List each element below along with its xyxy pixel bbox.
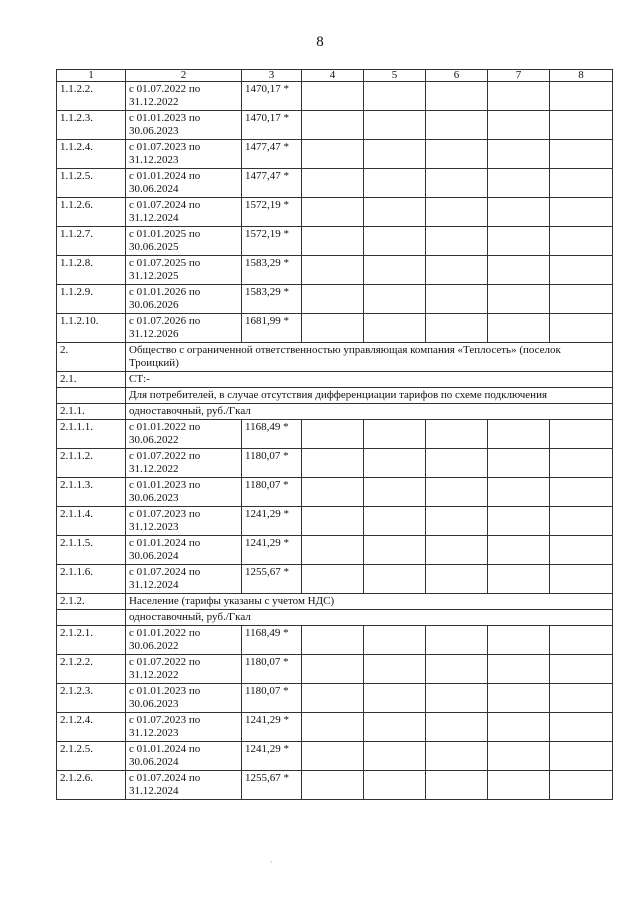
period-cell: с 01.01.2024 по 30.06.2024 — [126, 169, 242, 198]
period-cell: с 01.07.2022 по 31.12.2022 — [126, 82, 242, 111]
empty-cell — [426, 169, 488, 198]
empty-cell — [364, 713, 426, 742]
period-cell: с 01.07.2023 по 31.12.2023 — [126, 507, 242, 536]
page-number: 8 — [316, 34, 324, 50]
empty-cell — [426, 111, 488, 140]
row-number: 2.1.2.4. — [57, 713, 126, 742]
tariff-value: 1241,29 * — [242, 742, 302, 771]
empty-cell — [364, 507, 426, 536]
empty-cell — [488, 478, 550, 507]
empty-cell — [364, 256, 426, 285]
table-row — [57, 626, 613, 655]
empty-cell — [488, 285, 550, 314]
footer-mark: · — [270, 858, 273, 867]
row-number: 2.1.1.1. — [57, 420, 126, 449]
empty-cell — [426, 565, 488, 594]
empty-cell — [550, 478, 613, 507]
column-header: 2 — [126, 70, 242, 82]
empty-cell — [426, 626, 488, 655]
section-note-row — [57, 388, 613, 404]
empty-cell — [364, 449, 426, 478]
row-number: 1.1.2.8. — [57, 256, 126, 285]
column-header: 4 — [302, 70, 364, 82]
empty-cell — [550, 507, 613, 536]
table-row — [57, 227, 613, 256]
table-row — [57, 314, 613, 343]
empty-cell — [57, 388, 126, 404]
table-row — [57, 684, 613, 713]
empty-cell — [550, 140, 613, 169]
row-number: 2.1.1.4. — [57, 507, 126, 536]
empty-cell — [550, 536, 613, 565]
section-row — [57, 594, 613, 610]
empty-cell — [488, 655, 550, 684]
empty-cell — [302, 742, 364, 771]
empty-cell — [488, 713, 550, 742]
period-cell: с 01.01.2025 по 30.06.2025 — [126, 227, 242, 256]
row-number: 1.1.2.4. — [57, 140, 126, 169]
empty-cell — [364, 227, 426, 256]
table-row — [57, 771, 613, 800]
empty-cell — [550, 256, 613, 285]
empty-cell — [550, 626, 613, 655]
row-number: 2.1.1.3. — [57, 478, 126, 507]
section-note: Для потребителей, в случае отсутствия дифференциации тарифов по схеме подключения — [126, 388, 613, 404]
period-cell: с 01.01.2022 по 30.06.2022 — [126, 420, 242, 449]
period-cell: с 01.01.2024 по 30.06.2024 — [126, 742, 242, 771]
empty-cell — [302, 111, 364, 140]
table-row — [57, 140, 613, 169]
empty-cell — [364, 82, 426, 111]
empty-cell — [302, 420, 364, 449]
empty-cell — [488, 626, 550, 655]
empty-cell — [364, 478, 426, 507]
empty-cell — [488, 111, 550, 140]
section-row — [57, 372, 613, 388]
empty-cell — [302, 713, 364, 742]
tariff-value: 1572,19 * — [242, 198, 302, 227]
section-title: СТ:- — [126, 372, 613, 388]
table-row — [57, 655, 613, 684]
empty-cell — [302, 536, 364, 565]
period-cell: с 01.01.2026 по 30.06.2026 — [126, 285, 242, 314]
empty-cell — [302, 565, 364, 594]
empty-cell — [550, 420, 613, 449]
empty-cell — [426, 771, 488, 800]
period-cell: с 01.07.2026 по 31.12.2026 — [126, 314, 242, 343]
tariff-value: 1180,07 * — [242, 684, 302, 713]
empty-cell — [550, 713, 613, 742]
empty-cell — [426, 198, 488, 227]
period-cell: с 01.07.2024 по 31.12.2024 — [126, 771, 242, 800]
row-number: 1.1.2.5. — [57, 169, 126, 198]
empty-cell — [488, 420, 550, 449]
tariff-value: 1168,49 * — [242, 420, 302, 449]
empty-cell — [550, 565, 613, 594]
row-number: 2.1.2.6. — [57, 771, 126, 800]
column-header: 7 — [488, 70, 550, 82]
empty-cell — [488, 256, 550, 285]
empty-cell — [550, 82, 613, 111]
empty-cell — [364, 314, 426, 343]
row-number: 2.1.2.2. — [57, 655, 126, 684]
empty-cell — [550, 742, 613, 771]
empty-cell — [488, 565, 550, 594]
section-title: Общество с ограниченной ответственностью управляющая компания «Теплосеть» (поселок Троицкий) — [126, 343, 613, 372]
tariff-table — [56, 69, 613, 800]
period-cell: с 01.07.2024 по 31.12.2024 — [126, 565, 242, 594]
tariff-value: 1470,17 * — [242, 82, 302, 111]
period-cell: с 01.07.2025 по 31.12.2025 — [126, 256, 242, 285]
empty-cell — [550, 449, 613, 478]
empty-cell — [550, 684, 613, 713]
empty-cell — [426, 420, 488, 449]
empty-cell — [302, 626, 364, 655]
empty-cell — [364, 536, 426, 565]
section-row — [57, 404, 613, 420]
section-number: 2.1. — [57, 372, 126, 388]
tariff-value: 1583,29 * — [242, 256, 302, 285]
empty-cell — [426, 227, 488, 256]
empty-cell — [364, 169, 426, 198]
row-number: 1.1.2.2. — [57, 82, 126, 111]
empty-cell — [302, 169, 364, 198]
tariff-value: 1241,29 * — [242, 507, 302, 536]
row-number: 2.1.2.3. — [57, 684, 126, 713]
table-row — [57, 82, 613, 111]
section-title: Население (тарифы указаны с учетом НДС) — [126, 594, 613, 610]
empty-cell — [364, 684, 426, 713]
empty-cell — [488, 536, 550, 565]
empty-cell — [426, 742, 488, 771]
empty-cell — [302, 771, 364, 800]
table-row — [57, 285, 613, 314]
column-header: 8 — [550, 70, 613, 82]
empty-cell — [426, 314, 488, 343]
tariff-value: 1477,47 * — [242, 169, 302, 198]
empty-cell — [488, 227, 550, 256]
table-row — [57, 449, 613, 478]
empty-cell — [302, 655, 364, 684]
tariff-value: 1583,29 * — [242, 285, 302, 314]
empty-cell — [550, 227, 613, 256]
empty-cell — [550, 655, 613, 684]
empty-cell — [426, 478, 488, 507]
column-header: 6 — [426, 70, 488, 82]
empty-cell — [364, 771, 426, 800]
section-subtitle: одноставочный, руб./Гкал — [126, 610, 613, 626]
table-row — [57, 565, 613, 594]
empty-cell — [302, 198, 364, 227]
empty-cell — [488, 82, 550, 111]
empty-cell — [364, 420, 426, 449]
empty-cell — [488, 169, 550, 198]
table-row — [57, 713, 613, 742]
tariff-value: 1168,49 * — [242, 626, 302, 655]
table-row — [57, 478, 613, 507]
empty-cell — [426, 256, 488, 285]
table-row — [57, 536, 613, 565]
empty-cell — [426, 285, 488, 314]
tariff-value: 1180,07 * — [242, 655, 302, 684]
empty-cell — [488, 198, 550, 227]
tariff-value: 1241,29 * — [242, 536, 302, 565]
period-cell: с 01.01.2023 по 30.06.2023 — [126, 111, 242, 140]
section-number: 2.1.1. — [57, 404, 126, 420]
tariff-value: 1241,29 * — [242, 713, 302, 742]
empty-cell — [488, 449, 550, 478]
section-sub-row — [57, 610, 613, 626]
empty-cell — [488, 314, 550, 343]
empty-cell — [302, 684, 364, 713]
period-cell: с 01.01.2023 по 30.06.2023 — [126, 478, 242, 507]
tariff-value: 1255,67 * — [242, 565, 302, 594]
empty-cell — [302, 227, 364, 256]
row-number: 2.1.1.5. — [57, 536, 126, 565]
empty-cell — [488, 507, 550, 536]
empty-cell — [550, 111, 613, 140]
empty-cell — [364, 626, 426, 655]
empty-cell — [364, 111, 426, 140]
empty-cell — [488, 140, 550, 169]
empty-cell — [550, 198, 613, 227]
empty-cell — [488, 742, 550, 771]
row-number: 1.1.2.7. — [57, 227, 126, 256]
empty-cell — [426, 82, 488, 111]
row-number: 2.1.2.1. — [57, 626, 126, 655]
period-cell: с 01.07.2022 по 31.12.2022 — [126, 655, 242, 684]
period-cell: с 01.07.2022 по 31.12.2022 — [126, 449, 242, 478]
row-number: 1.1.2.9. — [57, 285, 126, 314]
table-row — [57, 507, 613, 536]
empty-cell — [364, 655, 426, 684]
period-cell: с 01.01.2023 по 30.06.2023 — [126, 684, 242, 713]
section-title: одноставочный, руб./Гкал — [126, 404, 613, 420]
tariff-value: 1180,07 * — [242, 449, 302, 478]
empty-cell — [426, 655, 488, 684]
empty-cell — [302, 314, 364, 343]
period-cell: с 01.01.2024 по 30.06.2024 — [126, 536, 242, 565]
empty-cell — [302, 82, 364, 111]
row-number: 1.1.2.10. — [57, 314, 126, 343]
empty-cell — [57, 610, 126, 626]
empty-cell — [426, 684, 488, 713]
column-header: 5 — [364, 70, 426, 82]
empty-cell — [302, 507, 364, 536]
tariff-value: 1180,07 * — [242, 478, 302, 507]
table-header-row — [57, 70, 613, 82]
empty-cell — [550, 169, 613, 198]
empty-cell — [426, 536, 488, 565]
empty-cell — [364, 285, 426, 314]
empty-cell — [488, 684, 550, 713]
row-number: 2.1.1.2. — [57, 449, 126, 478]
table-row — [57, 256, 613, 285]
row-number: 1.1.2.3. — [57, 111, 126, 140]
section-number: 2. — [57, 343, 126, 372]
empty-cell — [364, 140, 426, 169]
tariff-value: 1477,47 * — [242, 140, 302, 169]
table-row — [57, 111, 613, 140]
tariff-value: 1255,67 * — [242, 771, 302, 800]
empty-cell — [550, 285, 613, 314]
empty-cell — [364, 198, 426, 227]
empty-cell — [426, 507, 488, 536]
empty-cell — [550, 314, 613, 343]
empty-cell — [364, 565, 426, 594]
period-cell: с 01.01.2022 по 30.06.2022 — [126, 626, 242, 655]
column-header: 1 — [57, 70, 126, 82]
row-number: 1.1.2.6. — [57, 198, 126, 227]
section-row — [57, 343, 613, 372]
empty-cell — [302, 285, 364, 314]
row-number: 2.1.1.6. — [57, 565, 126, 594]
section-number: 2.1.2. — [57, 594, 126, 610]
empty-cell — [302, 256, 364, 285]
table-row — [57, 420, 613, 449]
empty-cell — [302, 478, 364, 507]
tariff-value: 1470,17 * — [242, 111, 302, 140]
empty-cell — [488, 771, 550, 800]
period-cell: с 01.07.2023 по 31.12.2023 — [126, 140, 242, 169]
row-number: 2.1.2.5. — [57, 742, 126, 771]
tariff-value: 1681,99 * — [242, 314, 302, 343]
period-cell: с 01.07.2024 по 31.12.2024 — [126, 198, 242, 227]
period-cell: с 01.07.2023 по 31.12.2023 — [126, 713, 242, 742]
empty-cell — [426, 449, 488, 478]
table-row — [57, 198, 613, 227]
empty-cell — [302, 449, 364, 478]
empty-cell — [302, 140, 364, 169]
empty-cell — [426, 140, 488, 169]
tariff-value: 1572,19 * — [242, 227, 302, 256]
table-row — [57, 742, 613, 771]
column-header: 3 — [242, 70, 302, 82]
empty-cell — [426, 713, 488, 742]
empty-cell — [550, 771, 613, 800]
table-row — [57, 169, 613, 198]
empty-cell — [364, 742, 426, 771]
